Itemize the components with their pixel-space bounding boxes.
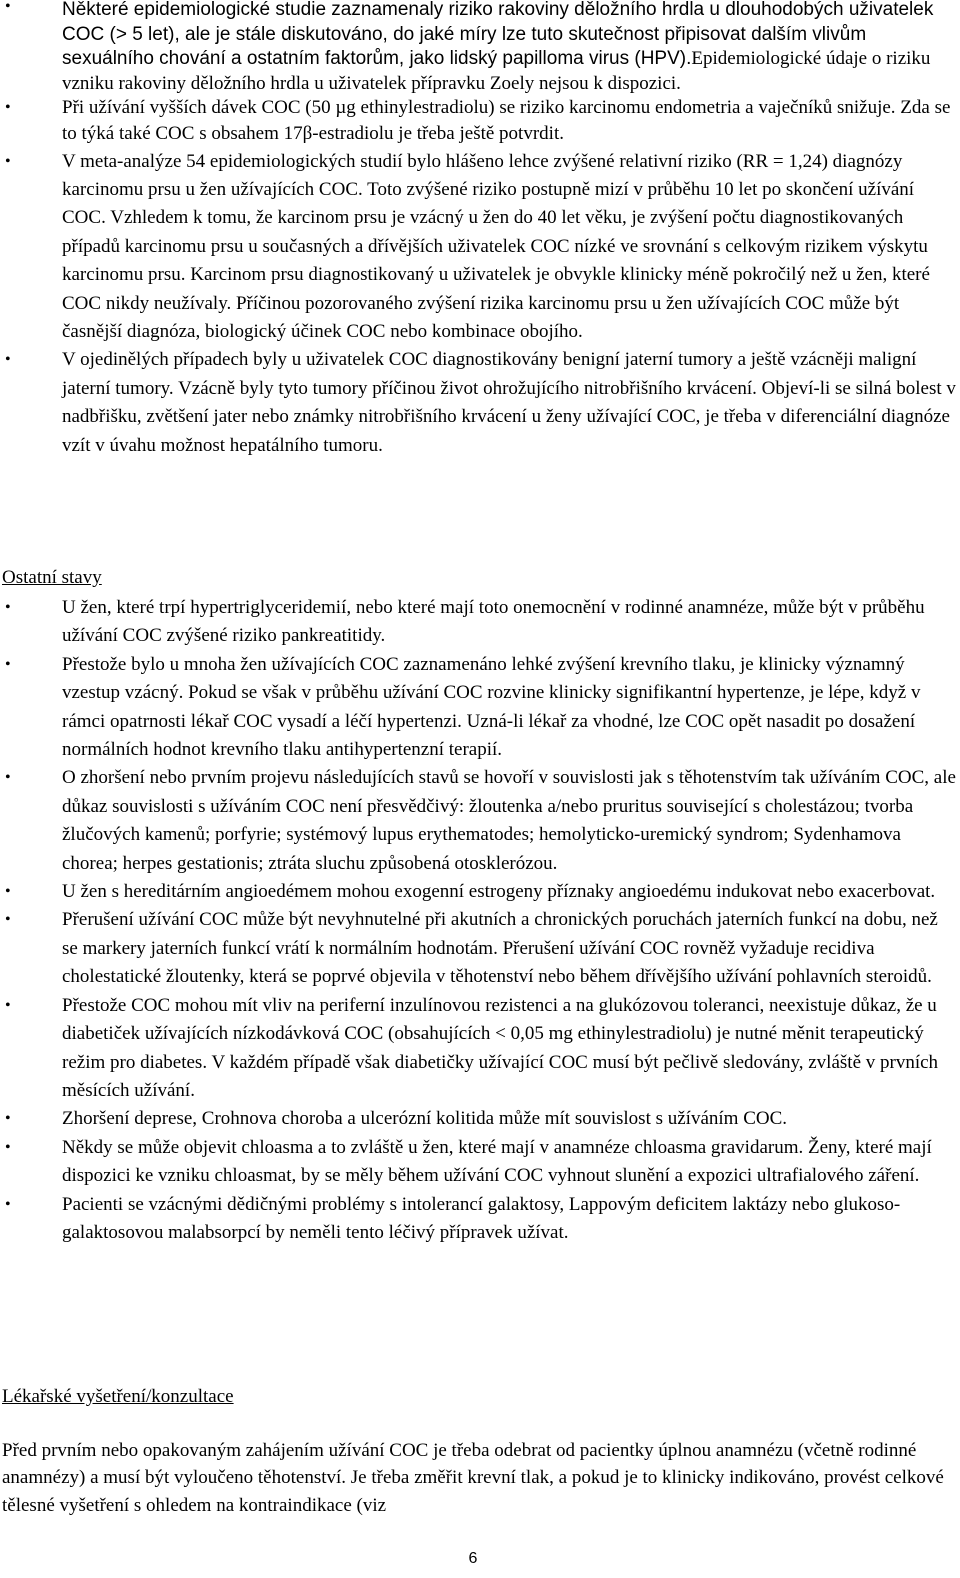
list-item-text: Zhoršení deprese, Crohnova choroba a ulcerózní kolitida může mít souvislost s užíváním COC. [62,1108,788,1130]
list-item-text: O zhoršení nebo prvním projevu následujících stavů se hovoří v souvislosti jak s těhotenstvím tak užíváním COC, ale důkaz souvislosti s užíváním COC není přesvědčivý: žloutenka a/nebo pruritus související s cholestázou; tvorba žlučových kamenů; porfyrie; systémový lupus erythematodes; hemolyticko-uremický syndrom; Sydenhamova chorea; herpes gestationis; ztráta sluchu způsobená otosklerózou. [62,767,956,874]
bullet-list-cancer [0,0,960,460]
list-item [0,148,960,347]
bullet-icon: • [5,1110,11,1128]
page-number: 6 [468,1550,478,1567]
list-item [0,0,960,96]
list-item-text: Při užívání vyšších dávek COC (50 µg ethinylestradiolu) se riziko karcinomu endometria a vaječníků snižuje. Zda se to týká také COC s obsahem 17β-estradiolu je třeba ještě potvrdit. [62,97,951,144]
bullet-icon: • [5,769,11,787]
list-item-text: Některé epidemiologické studie zaznamenaly riziko rakoviny děložního hrdla u dlouhodobých uživatelek COC (> 5 let), ale je stále diskutováno, do jaké míry lze tuto skutečnost připisovat dalším vlivům sexuálního chování a ostatním faktorům, jako lidský papilloma virus (HPV). [62,0,934,70]
bullet-icon: • [5,1138,11,1156]
section-heading: Lékařské vyšetření/konzultace [2,1386,234,1407]
section-heading: Ostatní stavy [2,567,102,588]
bullet-list-other [0,594,960,1247]
list-item [0,906,960,991]
section-medical-examination [0,1385,960,1519]
list-item [0,96,960,147]
list-item [0,1191,960,1248]
list-item-text: Přestože bylo u mnoha žen užívajících COC zaznamenáno lehké zvýšení krevního tlaku, je klinicky významný vzestup vzácný. Pokud se však v průběhu užívání COC rozvine klinicky signifikantní hypertenze, je lépe, když v rámci opatrnosti lékař COC vysadí a léčí hypertenzi. Uzná-li lékař za vhodné, lze COC opět nasadit po dosažení normálních hodnot krevního tlaku antihypertenzní terapií. [62,653,921,761]
body-paragraph: Před prvním nebo opakovaným zahájením užívání COC je třeba odebrat od pacientky úplnou anamnézu (včetně rodinné anamnézy) a musí být vyloučeno těhotenství. Je třeba změřit krevní tlak, a pokud je to klinicky indikováno, provést celkové tělesné vyšetření s ohledem na kontraindikace (viz [2,1440,944,1516]
list-item [0,594,960,651]
list-item-text: Epidemiologické údaje o riziku vzniku rakoviny děložního hrdla u uživatelek přípravku Zoely nejsou k dispozici. [62,48,931,94]
list-item-text: Pacienti se vzácnými dědičnými problémy s intolerancí galaktosy, Lappovým deficitem laktázy nebo glukoso-galaktosovou malabsorpcí by neměli tento léčivý přípravek užívat. [62,1193,901,1243]
list-item [0,1134,960,1191]
bullet-icon: • [5,911,11,929]
list-item [0,764,960,878]
bullet-icon: • [5,599,11,616]
list-item-text: V meta-analýze 54 epidemiologických studií bylo hlášeno lehce zvýšené relativní riziko (RR = 1,24) diagnózy karcinomu prsu u žen užívajících COC. Toto zvýšené riziko postupně mizí v průběhu 10 let po skončení užívání COC. Vzhledem k tomu, že karcinom prsu je vzácný u žen do 40 let věku, je zvýšení počtu diagnostikovaných případů karcinomu prsu u současných a dřívějších uživatelek COC nízké ve srovnání s celkovým rizikem výskytu karcinomu prsu. Karcinom prsu diagnostikovaný u uživatelek je obvykle klinicky méně pokročilý než u žen, které COC nikdy neužívaly. Příčinou pozorovaného zvýšení rizika karcinomu prsu u žen užívajících COC může být časnější diagnóza, biologický účinek COC nebo kombinace obojího. [62,150,930,342]
list-item-text: U žen, které trpí hypertriglyceridemií, nebo které mají toto onemocnění v rodinné anamnéze, může být v průběhu užívání COC zvýšené riziko pankreatitidy. [62,597,925,647]
list-item-text: Přerušení užívání COC může být nevyhnutelné při akutních a chronických poruchách jaterních funkcí na dobu, než se markery jaterních funkcí vrátí k normálním hodnotám. Přerušení užívání COC rovněž vyžaduje recidiva cholestatické žloutenky, která se poprvé objevila v těhotenství nebo během dřívějšího užívání pohlavních steroidů. [62,909,938,988]
section-cancer-risks [0,0,960,460]
list-item-text: U žen s hereditárním angioedémem mohou exogenní estrogeny příznaky angioedému indukovat nebo exacerbovat. [62,881,936,903]
bullet-icon: • [5,1195,11,1213]
list-item [0,346,960,460]
list-item [0,1105,960,1133]
list-item-text: Přestože COC mohou mít vliv na periferní inzulínovou rezistenci a na glukózovou toleranci, neexistuje důkaz, že u diabetiček užívajících nízkodávková COC (obsahujících < 0,05 mg ethinylestradiolu) je nutné měnit terapeutický režim pro diabetes. V každém případě však diabetičky užívající COC musí být pečlivě sledovány, zvláště v prvních měsících užívání. [62,994,939,1101]
bullet-icon: • [5,0,11,15]
list-item-text: Někdy se může objevit chloasma a to zvláště u žen, které mají v anamnéze chloasma gravidarum. Ženy, které mají dispozici ke vzniku chloasmat, by se měly během užívání COC vyhnout slunění a expozici ultrafialového záření. [62,1136,932,1187]
bullet-icon: • [5,99,11,117]
bullet-icon: • [5,996,11,1014]
bullet-icon: • [5,152,11,170]
bullet-icon: • [5,883,11,901]
list-item [0,651,960,765]
list-item [0,992,960,1106]
bullet-icon: • [5,655,11,673]
list-item [0,878,960,906]
list-item-text: V ojedinělých případech byly u uživatelek COC diagnostikovány benigní jaterní tumory a ještě vzácněji maligní jaterní tumory. Vzácně byly tyto tumory příčinou život ohrožujícího nitrobřišního krvácení. Objeví-li se silná bolest v nadbřišku, zvětšení jater nebo známky nitrobřišního krvácení u ženy užívající COC, je třeba v diferenciální diagnóze vzít v úvahu možnost hepatálního tumoru. [62,349,956,456]
bullet-icon: • [5,351,11,369]
section-other-conditions [0,566,960,1247]
